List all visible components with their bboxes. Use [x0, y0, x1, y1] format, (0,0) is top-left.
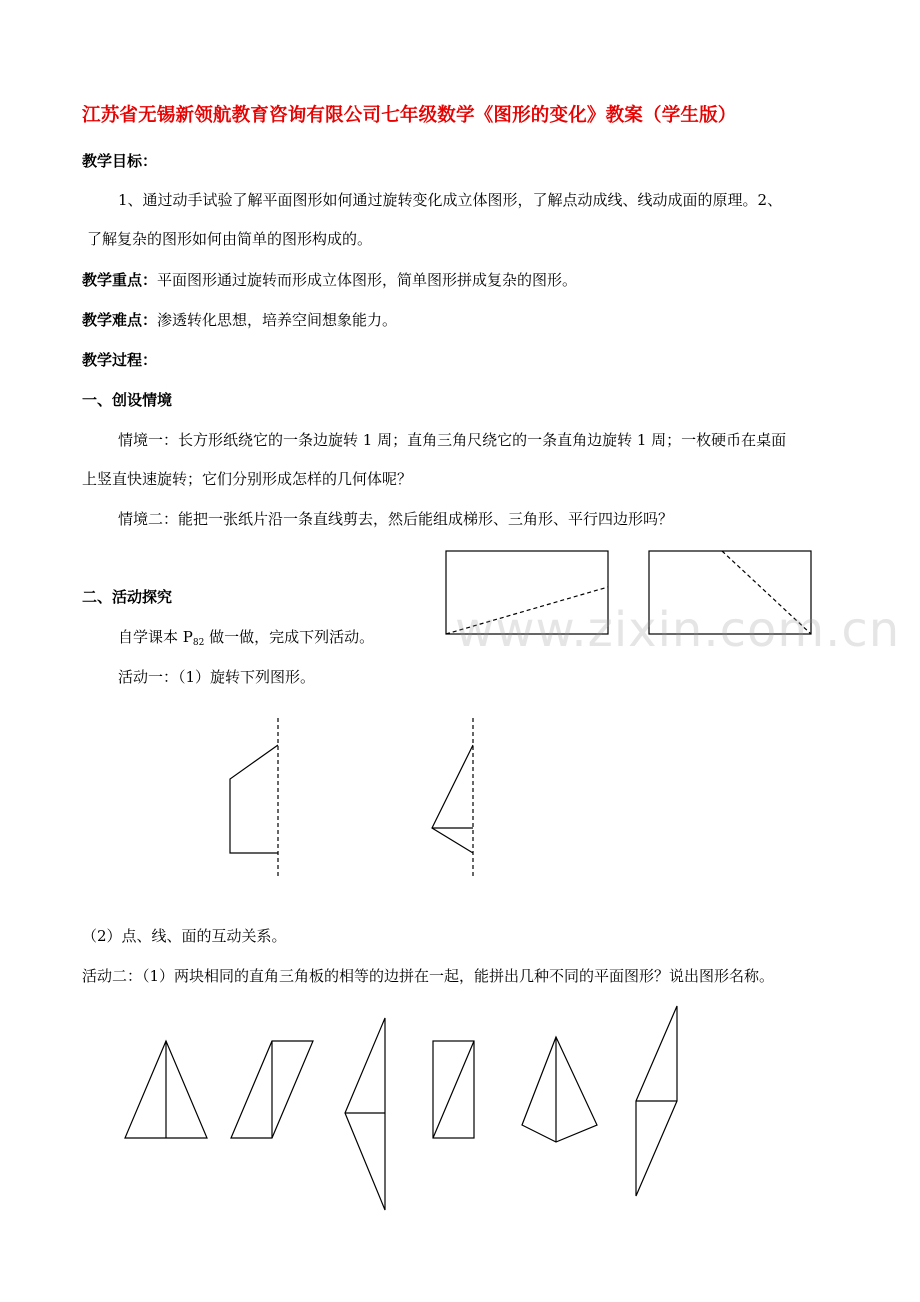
activity2-line: 活动二：（1）两块相同的直角三角板的相等的边拼在一起，能拼出几种不同的平面图形？说出图形名称。	[82, 967, 775, 985]
watermark: www.zixin.com.cn	[455, 602, 901, 658]
section1-heading: 一、创设情境	[82, 391, 173, 409]
selfstudy-prefix: 自学课本 P	[118, 628, 193, 646]
rotation-figure-trapezoid	[230, 718, 278, 876]
scenario2: 情境二：能把一张纸片沿一条直线剪去，然后能组成梯形、三角形、平行四边形吗？	[118, 510, 674, 528]
combined-figure-parallelogram-2	[636, 1006, 677, 1196]
section2-heading: 二、活动探究	[82, 588, 173, 606]
objectives-line-1: 1、通过动手试验了解平面图形如何通过旋转变化成立体图形，了解点动成线、线动成面的原理。2、	[118, 191, 783, 209]
page-subscript: 82	[192, 638, 205, 648]
combined-figure-rectangle	[433, 1041, 474, 1138]
objectives-line-2: 了解复杂的图形如何由简单的图形构成的。	[87, 230, 373, 248]
scenario1-line-2: 上竖直快速旋转；它们分别形成怎样的几何体呢？	[82, 470, 413, 488]
difficulty-label: 教学难点：	[82, 311, 158, 329]
combined-figure-kite	[522, 1037, 597, 1142]
activity1-line: 活动一：（1）旋转下列图形。	[118, 668, 316, 686]
rotation-figure-triangles	[432, 718, 473, 876]
selfstudy-suffix: 做一做，完成下列活动。	[204, 628, 375, 646]
combined-figure-kite-vertical	[345, 1018, 385, 1210]
key-point-text: 平面图形通过旋转而形成立体图形，简单图形拼成复杂的图形。	[157, 271, 578, 289]
document-title: 江苏省无锡新领航教育咨询有限公司七年级数学《图形的变化》教案（学生版）	[82, 105, 737, 126]
combined-figure-isosceles-triangle	[125, 1041, 207, 1138]
activity1-part2-line: （2）点、线、面的互动关系。	[82, 927, 287, 945]
difficulty-text: 渗透转化思想，培养空间想象能力。	[157, 311, 398, 329]
scenario1-line-1: 情境一：长方形纸绕它的一条边旋转 1 周；直角三角尺绕它的一条直角边旋转 1 周；一枚硬币在桌面	[118, 431, 787, 449]
key-point-label: 教学重点：	[82, 271, 158, 289]
process-heading: 教学过程：	[82, 351, 158, 369]
objectives-heading: 教学目标：	[82, 152, 158, 170]
combined-figure-parallelogram-1	[231, 1041, 313, 1138]
